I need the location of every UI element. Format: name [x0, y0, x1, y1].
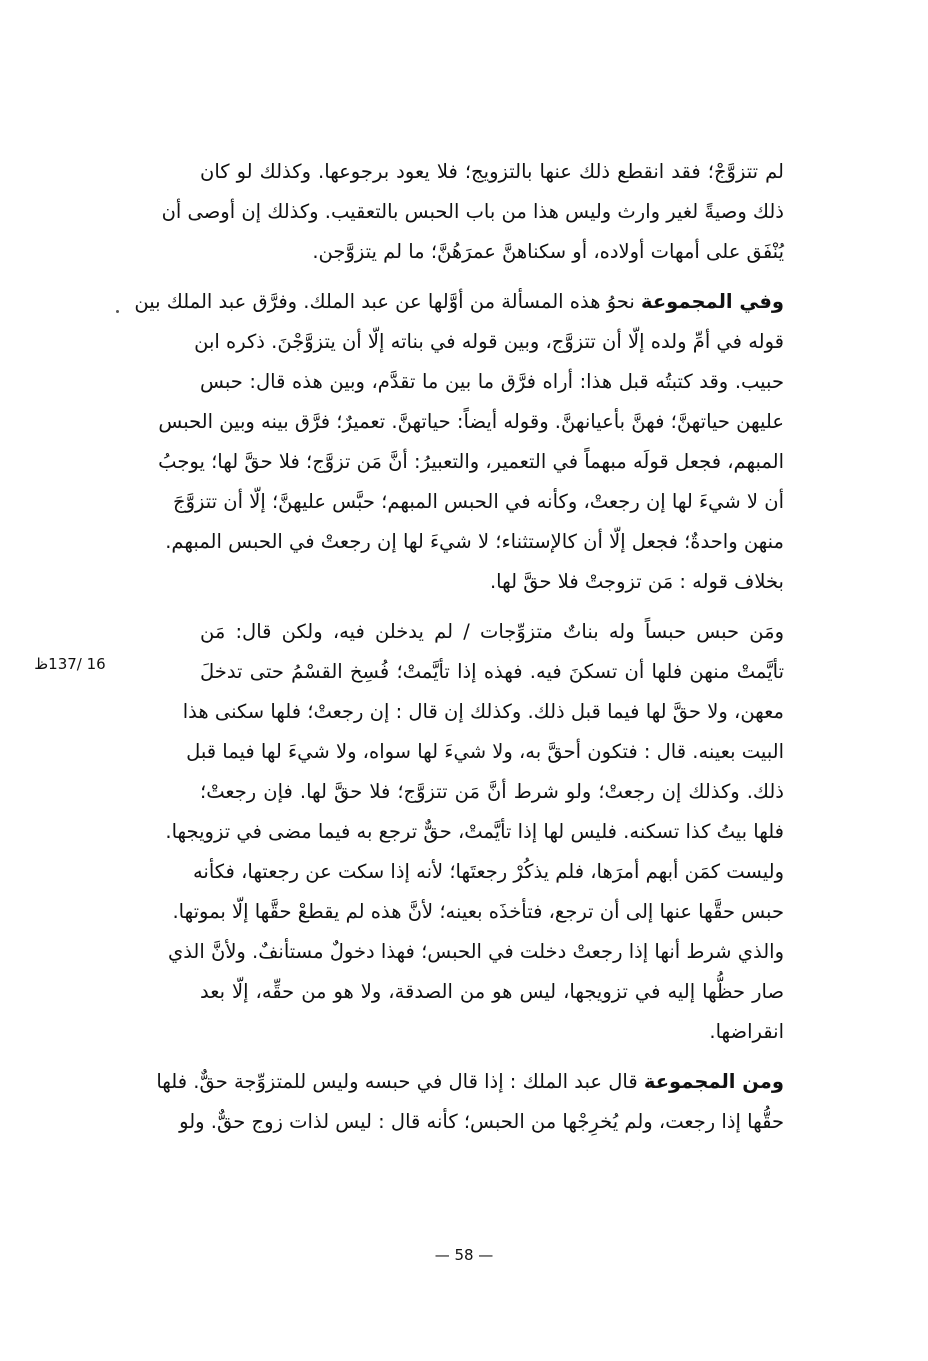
paragraph-4	[156, 1062, 784, 1142]
source-reference-bold: ومن المجموعة	[643, 1070, 784, 1093]
text-line: والذي شرط أنها إذا رجعتْ دخلت في الحبس؛ فهذا دخولٌ مستأنفٌ. ولأنَّ الذي	[167, 940, 784, 963]
text-line: حقُّها إذا رجعت، ولم يُخرِجْها من الحبس؛ كأنه قال : ليس لذات زوج حقٌّ. ولو	[179, 1110, 784, 1133]
text-line	[156, 1062, 784, 1102]
paragraph-2	[134, 282, 784, 602]
page-number: — 58 —	[434, 1246, 494, 1264]
text-line	[134, 282, 784, 322]
main-text-body	[134, 152, 784, 1142]
text-line: قوله في أمِّ ولده إلّا أن تتزوَّج، وبين قوله في بناته إلّا أن يتزوَّجْنَ. ذكره ابن	[194, 330, 784, 353]
text-line: ذلك. وكذلك إن رجعتْ؛ ولو شرط أنَّ مَن تتزوَّج؛ فلا حقَّ لها. فإن رجعتْ؛	[200, 780, 784, 803]
text-line: لم تتزوَّجْ؛ فقد انقطع ذلك عنها بالتزويج؛ فلا يعود برجوعها. وكذلك لو كان	[200, 160, 784, 183]
text-line: يُنْفَق على أمهات أولاده، أو سكناهنَّ عمرَهُنَّ؛ ما لم يتزوَّجن.	[312, 240, 784, 263]
text-line: البيت بعينه. قال : فتكون أحقَّ به، ولا شيءَ لها سواه، ولا شيءَ لها فيما قبل	[186, 740, 784, 763]
text-line: بخلاف قوله : مَن تزوجتْ فلا حقَّ لها.	[489, 570, 784, 593]
text-line: تأيَّمتْ منهن فلها أن تسكنَ فيه. فهذه إذا تأيَّمتْ؛ فُسِخ القسْمُ حتى تدخلَ	[200, 660, 784, 683]
text-line: وليست كمَن أبهم أمرَها، فلم يذكُرْ رجعتَها؛ لأنه إذا سكت عن رجعتها، فكأنه	[192, 860, 784, 883]
paragraph-1	[161, 152, 784, 272]
text-line: عليهن حياتهنَّ؛ فهنَّ بأعيانهنَّ. وقوله أيضاً: حياتهنَّ. تعميرٌ؛ فرَّق بينه وبين الحبس	[158, 410, 784, 433]
text-line: منهن واحدةٌ؛ فجعل إلّا أن كالإستثناء؛ لا شيءَ لها إن رجعتْ في الحبس المبهم.	[165, 530, 784, 553]
text-line: حبيب. وقد كتبتُه قبل هذا: أراه فرَّق ما بين ما تقدَّم، وبين هذه قال: حبس	[200, 370, 784, 393]
text-line: ومَن حبس حبساً وله بناتٌ متزوِّجات / لم يدخلن فيه، ولكن قال: مَن	[200, 620, 784, 643]
text-line: معهن، ولا حقَّ لها فيما قبل ذلك. وكذلك إن قال : إن رجعتْ؛ فلها سكنى هذا	[182, 700, 784, 723]
text-run: قال عبد الملك : إذا قال في حبسه وليس للمتزوِّجة حقٌّ. فلها	[156, 1070, 644, 1093]
text-line: أن لا شيءَ لها إن رجعتْ، وكأنه في الحبس المبهم؛ حبَّس عليهنَّ؛ إلّا أن تتزوَّجَ	[173, 490, 784, 513]
text-line: صار حظُّها إليه في تزويجها، ليس هو من الصدقة، ولا هو من حقِّه، إلّا بعد	[200, 980, 784, 1003]
text-run: نحوُ هذه المسألة من أوَّلها عن عبد الملك. وفرَّق عبد الملك بين	[134, 290, 642, 313]
text-line: ذلك وصيةً لغير وارث وليس هذا من باب الحبس بالتعقيب. وكذلك إن أوصى أن	[161, 200, 784, 223]
text-line: المبهم، فجعل قولَه مبهماً في التعمير، والتعبيرُ: أنَّ مَن تزوَّج؛ فلا حقَّ لها؛ يوجبُ	[158, 450, 784, 473]
stray-mark	[116, 310, 119, 313]
text-line: حبس حقَّها عنها إلى أن ترجع، فتأخذَه بعينه؛ لأنَّ هذه لم يقطعْ حقَّها إلّا بموتها.	[172, 900, 784, 923]
text-line: فلها بيتُ كذا تسكنه. فليس لها إذا تأيَّمتْ، حقٌّ ترجع به فيما مضى في تزويجها.	[165, 820, 784, 843]
paragraph-3	[165, 612, 784, 1052]
text-line: انقراضها.	[709, 1020, 784, 1043]
manuscript-folio-reference: 16 /137ظ	[34, 655, 106, 673]
source-reference-bold: وفي المجموعة	[641, 290, 784, 313]
